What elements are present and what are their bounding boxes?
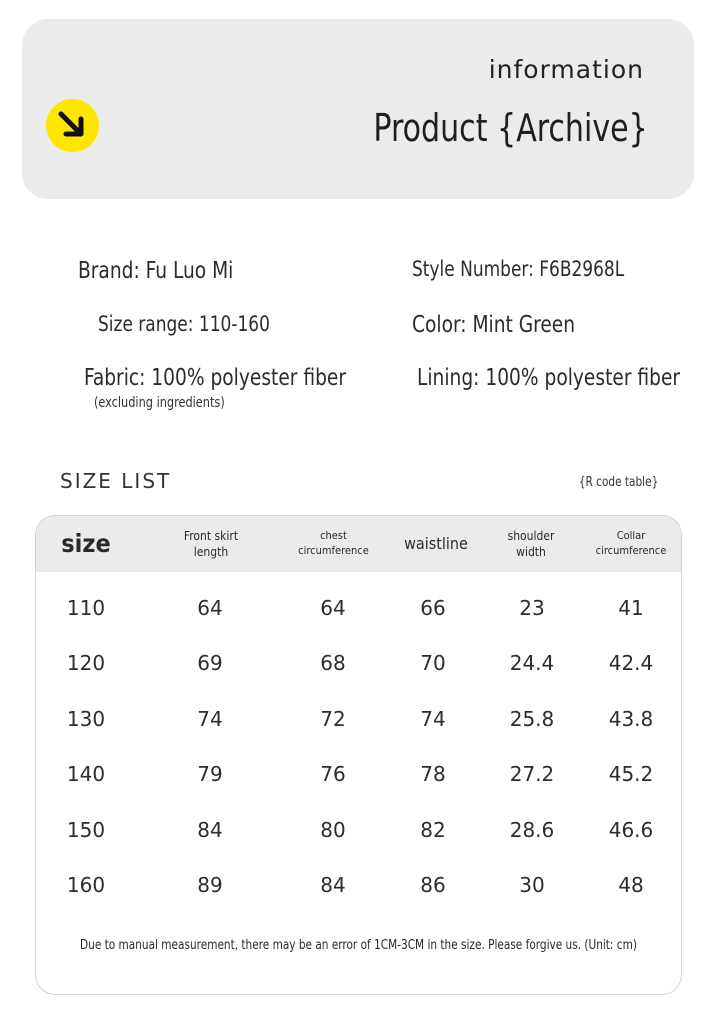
table-row <box>36 754 681 794</box>
table-cell: 84 <box>197 818 223 842</box>
header-collar-circumference: Collar circumference <box>595 529 667 557</box>
table-cell: 74 <box>420 707 446 731</box>
table-cell: 25.8 <box>509 707 555 731</box>
header-chest-circumference: chest circumference <box>298 529 369 557</box>
table-cell: 160 <box>66 873 106 897</box>
table-cell: 86 <box>420 873 446 897</box>
arrow-down-right-icon <box>46 99 99 152</box>
fabric-text: Fabric: 100% polyester fiber <box>84 365 347 391</box>
table-cell: 89 <box>197 873 223 897</box>
table-cell: 120 <box>66 651 106 675</box>
table-cell: 74 <box>197 707 223 731</box>
table-cell: 76 <box>320 762 346 786</box>
table-cell: 79 <box>197 762 223 786</box>
section-label: information <box>488 55 644 84</box>
size-table <box>35 515 682 995</box>
table-cell: 48 <box>618 873 644 897</box>
table-row <box>36 865 681 905</box>
table-cell: 46.6 <box>608 818 654 842</box>
table-cell: 45.2 <box>608 762 654 786</box>
fabric-note: (excluding ingredients) <box>94 395 225 411</box>
table-cell: 64 <box>197 596 223 620</box>
table-row <box>36 643 681 683</box>
size-list-note: {R code table} <box>578 475 658 490</box>
table-cell: 28.6 <box>509 818 555 842</box>
size-list-title: SIZE LIST <box>60 469 172 493</box>
table-row <box>36 588 681 628</box>
table-cell: 72 <box>320 707 346 731</box>
size-range-text: Size range: 110-160 <box>98 312 270 336</box>
table-cell: 84 <box>320 873 346 897</box>
table-cell: 68 <box>320 651 346 675</box>
measurement-note: Due to manual measurement, there may be an error of 1CM-3CM in the size. Please forgive us. (Unit: cm) <box>80 938 637 953</box>
table-cell: 24.4 <box>509 651 555 675</box>
table-cell: 66 <box>420 596 446 620</box>
table-cell: 70 <box>420 651 446 675</box>
page-title: Product {Archive} <box>373 106 648 150</box>
header-shoulder-width: shoulder width <box>507 528 555 559</box>
header-size: size <box>61 529 111 559</box>
table-row <box>36 810 681 850</box>
brand-text: Brand: Fu Luo Mi <box>78 258 234 284</box>
color-text: Color: Mint Green <box>412 312 576 338</box>
table-cell: 30 <box>519 873 545 897</box>
table-cell: 140 <box>66 762 106 786</box>
table-cell: 80 <box>320 818 346 842</box>
table-cell: 82 <box>420 818 446 842</box>
table-cell: 41 <box>618 596 644 620</box>
table-cell: 130 <box>66 707 106 731</box>
table-cell: 27.2 <box>509 762 555 786</box>
table-row <box>36 699 681 739</box>
table-cell: 78 <box>420 762 446 786</box>
style-number-text: Style Number: F6B2968L <box>412 257 625 281</box>
table-cell: 64 <box>320 596 346 620</box>
table-cell: 150 <box>66 818 106 842</box>
table-header <box>36 516 681 572</box>
table-cell: 23 <box>519 596 545 620</box>
table-cell: 42.4 <box>608 651 654 675</box>
header-waistline: waistline <box>404 534 468 554</box>
lining-text: Lining: 100% polyester fiber <box>417 365 681 391</box>
table-cell: 110 <box>66 596 106 620</box>
table-cell: 69 <box>197 651 223 675</box>
table-cell: 43.8 <box>608 707 654 731</box>
header-front-skirt-length: Front skirt length <box>183 528 239 559</box>
